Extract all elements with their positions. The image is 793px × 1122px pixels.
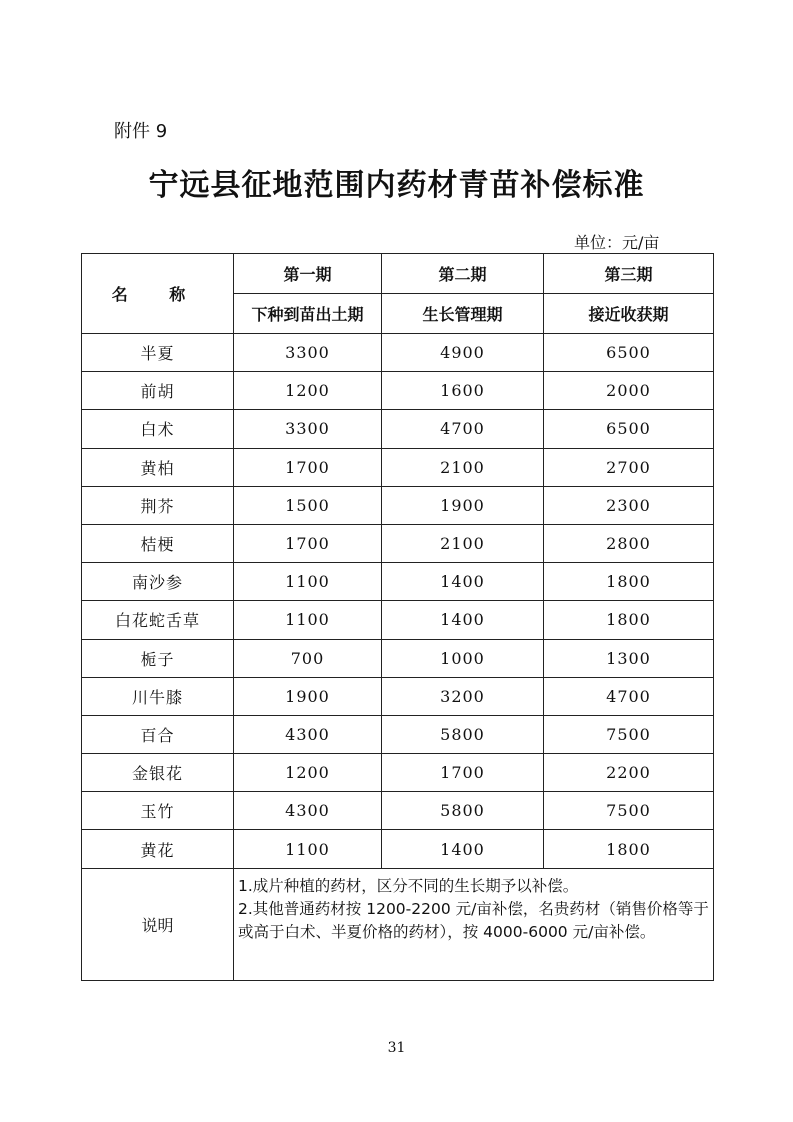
table-row (82, 830, 714, 868)
period-1-value: 1700 (234, 524, 382, 562)
herb-name-cell: 桔梗 (82, 524, 234, 562)
table-row (82, 486, 714, 524)
compensation-table (81, 253, 714, 981)
herb-name-cell: 白花蛇舌草 (82, 601, 234, 639)
period-1-value: 4300 (234, 715, 382, 753)
herb-name-cell: 黄柏 (82, 448, 234, 486)
herb-name-cell: 前胡 (82, 372, 234, 410)
attachment-label: 附件 9 (114, 121, 168, 142)
herb-name-cell: 玉竹 (82, 792, 234, 830)
period-3-value: 2800 (544, 524, 714, 562)
table-row (82, 410, 714, 448)
period-1-value: 1100 (234, 563, 382, 601)
herb-name-cell: 半夏 (82, 334, 234, 372)
herb-name-cell: 南沙参 (82, 563, 234, 601)
table-row (82, 334, 714, 372)
period-2-value: 1400 (382, 830, 544, 868)
table-row (82, 677, 714, 715)
herb-name-cell: 川牛膝 (82, 677, 234, 715)
period-2-header: 第二期 (382, 254, 544, 294)
name-column-header: 名 称 (82, 254, 234, 334)
period-1-value: 4300 (234, 792, 382, 830)
period-2-stage: 生长管理期 (382, 294, 544, 334)
period-3-value: 2200 (544, 754, 714, 792)
period-3-value: 6500 (544, 410, 714, 448)
herb-name-cell: 黄花 (82, 830, 234, 868)
period-1-value: 3300 (234, 334, 382, 372)
table-row (82, 524, 714, 562)
notes-label: 说明 (82, 868, 234, 980)
period-2-value: 4900 (382, 334, 544, 372)
period-2-value: 1700 (382, 754, 544, 792)
period-3-value: 1800 (544, 563, 714, 601)
period-3-header: 第三期 (544, 254, 714, 294)
period-3-value: 2000 (544, 372, 714, 410)
period-3-stage: 接近收获期 (544, 294, 714, 334)
period-3-value: 7500 (544, 715, 714, 753)
herb-name-cell: 荆芥 (82, 486, 234, 524)
period-1-value: 1900 (234, 677, 382, 715)
herb-name-cell: 白术 (82, 410, 234, 448)
table-row (82, 448, 714, 486)
period-2-value: 5800 (382, 715, 544, 753)
period-2-value: 1000 (382, 639, 544, 677)
table-row (82, 715, 714, 753)
period-1-value: 700 (234, 639, 382, 677)
period-1-value: 1200 (234, 372, 382, 410)
period-2-value: 1900 (382, 486, 544, 524)
page-number: 31 (387, 1040, 406, 1056)
note-2: 2.其他普通药材按 1200-2200 元/亩补偿，名贵药材（销售价格等于或高于白术、半夏价格的药材），按 4000-6000 元/亩补偿。 (238, 899, 709, 941)
period-3-value: 1800 (544, 830, 714, 868)
period-3-value: 1300 (544, 639, 714, 677)
period-2-value: 1400 (382, 601, 544, 639)
herb-name-cell: 栀子 (82, 639, 234, 677)
table-row (82, 792, 714, 830)
period-2-value: 4700 (382, 410, 544, 448)
period-1-stage: 下种到苗出土期 (234, 294, 382, 334)
period-1-value: 1700 (234, 448, 382, 486)
period-1-value: 1500 (234, 486, 382, 524)
table-row (82, 601, 714, 639)
period-3-value: 2300 (544, 486, 714, 524)
table-row (82, 563, 714, 601)
note-1: 1.成片种植的药材，区分不同的生长期予以补偿。 (238, 876, 579, 895)
period-3-value: 2700 (544, 448, 714, 486)
period-1-value: 3300 (234, 410, 382, 448)
table-body (82, 334, 714, 869)
period-2-value: 2100 (382, 448, 544, 486)
notes-cell (234, 868, 714, 980)
period-3-value: 1800 (544, 601, 714, 639)
table-row (82, 639, 714, 677)
period-3-value: 7500 (544, 792, 714, 830)
table-row (82, 754, 714, 792)
period-2-value: 3200 (382, 677, 544, 715)
page-title: 宁远县征地范围内药材青苗补偿标准 (148, 168, 645, 203)
period-3-value: 6500 (544, 334, 714, 372)
period-3-value: 4700 (544, 677, 714, 715)
herb-name-cell: 百合 (82, 715, 234, 753)
period-2-value: 1600 (382, 372, 544, 410)
period-1-value: 1100 (234, 601, 382, 639)
period-2-value: 1400 (382, 563, 544, 601)
unit-label: 单位：元/亩 (574, 233, 660, 252)
period-1-value: 1200 (234, 754, 382, 792)
period-1-value: 1100 (234, 830, 382, 868)
period-2-value: 2100 (382, 524, 544, 562)
period-1-header: 第一期 (234, 254, 382, 294)
table-row (82, 372, 714, 410)
period-2-value: 5800 (382, 792, 544, 830)
herb-name-cell: 金银花 (82, 754, 234, 792)
